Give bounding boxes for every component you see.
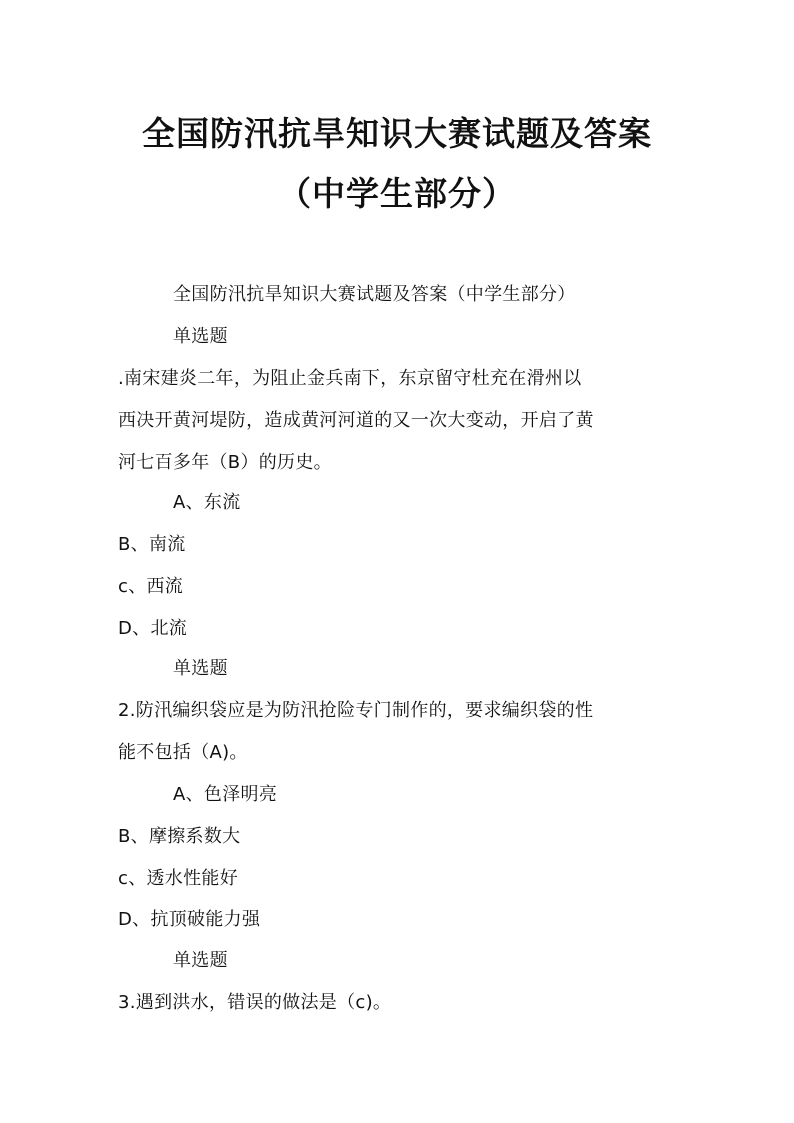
question-stem-line: 3.遇到洪水，错误的做法是（c)。 bbox=[118, 992, 392, 1013]
document-title: 全国防汛抗旱知识大赛试题及答案 bbox=[142, 114, 652, 153]
question-stem-line: .南宋建炎二年，为阻止金兵南下，东京留守杜充在滑州以 bbox=[118, 368, 582, 389]
answer-option: A、色泽明亮 bbox=[173, 784, 278, 805]
question-stem-line: 河七百多年（B）的历史。 bbox=[118, 452, 332, 473]
section-label: 单选题 bbox=[173, 658, 228, 679]
document-title-subtitle: （中学生部分） bbox=[278, 174, 516, 213]
answer-option: B、南流 bbox=[118, 534, 186, 555]
question-stem-line: 2.防汛编织袋应是为防汛抢险专门制作的，要求编织袋的性 bbox=[118, 700, 594, 721]
answer-option: D、北流 bbox=[118, 618, 188, 639]
section-label: 单选题 bbox=[173, 950, 228, 971]
answer-option: B、摩擦系数大 bbox=[118, 826, 241, 847]
question-stem-line: 西决开黄河堤防，造成黄河河道的又一次大变动，开启了黄 bbox=[118, 410, 594, 431]
answer-option: c、西流 bbox=[118, 576, 184, 597]
answer-option: c、透水性能好 bbox=[118, 868, 238, 889]
question-stem-line: 能不包括（A)。 bbox=[118, 742, 248, 763]
section-label: 单选题 bbox=[173, 326, 228, 347]
answer-option: A、东流 bbox=[173, 492, 241, 513]
document-heading-text: 全国防汛抗旱知识大赛试题及答案（中学生部分） bbox=[173, 284, 576, 305]
answer-option: D、抗顶破能力强 bbox=[118, 909, 261, 930]
